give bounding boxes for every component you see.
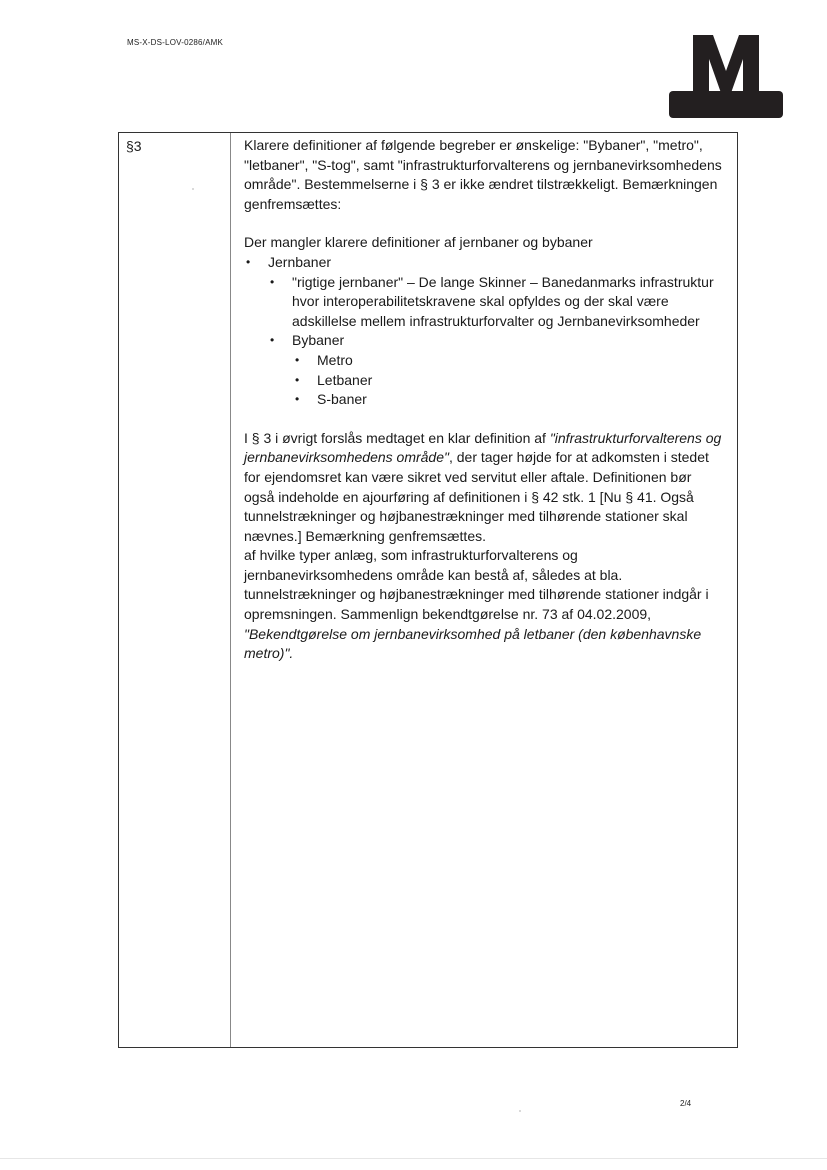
- bullet: •: [246, 254, 251, 269]
- italic-term: "infrastrukturforvalterens og jernbanevirksomhedens område": [244, 429, 722, 466]
- bullet: •: [295, 392, 300, 407]
- section-label: §3: [126, 138, 142, 154]
- text-run: af hvilke typer anlæg, som infrastrukturforvalterens og jernbanevirksomhedens område kan bestå af, således at bla. tunnelstrækninger og højbanestrækninger med tilhørende stationer indgår i opremsningen. Sammenlign bekendtgørelse nr. 73 af 04.02.2009,: [244, 547, 709, 623]
- list-item-metro: [244, 351, 724, 371]
- bullet: •: [295, 372, 300, 387]
- list-item-letbaner: [244, 371, 724, 391]
- list-item-rigtige-jernbaner: [244, 273, 724, 332]
- list-item-label: Bybaner: [292, 332, 345, 349]
- comment-table: [118, 132, 738, 1048]
- definition-list: [244, 253, 724, 410]
- facility-types-paragraph: [244, 546, 724, 664]
- document-reference: MS-X-DS-LOV-0286/AMK: [127, 38, 224, 47]
- list-item-label: Letbaner: [317, 371, 373, 388]
- list-item-label: "rigtige jernbaner" – De lange Skinner – Banedanmarks infrastruktur hvor interoperabilitetskravene skal opfyldes og der skal være adskillelse mellem infrastrukturforvalter og Jernbanevirksomheder: [292, 273, 714, 329]
- text-run: , der tager højde for at adkomsten i stedet for ejendomsret kan være sikret ved servitut eller aftale. Definitionen bør også indeholde en ajourføring af definitionen i § 42 stk. 1 [Nu § 41. Også tunnelstrækninger og højbanestrækninger med tilhørende stationer skal nævnes.] Bemærkning genfremsættes.: [244, 449, 709, 544]
- text-run: I § 3 i øvrigt forslås medtaget en klar definition af: [244, 429, 550, 446]
- column-divider: [230, 133, 231, 1047]
- definition-proposal-paragraph: [244, 429, 724, 547]
- lead-paragraph: Der mangler klarere definitioner af jernbaner og bybaner: [244, 234, 593, 251]
- list-item-s-baner: [244, 390, 724, 410]
- italic-reference: "Bekendtgørelse om jernbanevirksomhed på letbaner (den københavnske metro)".: [244, 625, 702, 662]
- scan-edge: [0, 1158, 827, 1159]
- bullet: •: [270, 274, 275, 289]
- scan-speck: [192, 188, 194, 190]
- page-number: 2/4: [680, 1099, 692, 1108]
- bullet: •: [270, 333, 275, 348]
- list-item-label: Jernbaner: [268, 253, 332, 270]
- list-item-label: S-baner: [317, 391, 367, 408]
- scan-speck: [519, 1110, 521, 1112]
- metro-logo-icon: [669, 33, 783, 119]
- list-item-jernbaner: [244, 253, 724, 273]
- list-item-label: Metro: [317, 351, 353, 368]
- comment-content: [244, 136, 724, 664]
- bullet: •: [295, 352, 300, 367]
- list-item-bybaner: [244, 331, 724, 351]
- intro-paragraph: Klarere definitioner af følgende begreber er ønskelige: "Bybaner", "metro", "letbaner", "S-tog", samt "infrastrukturforvalterens og jernbanevirksomhedens område". Bestemmelserne i § 3 er ikke ændret tilstrækkeligt. Bemærkningen genfremsættes:: [244, 137, 722, 212]
